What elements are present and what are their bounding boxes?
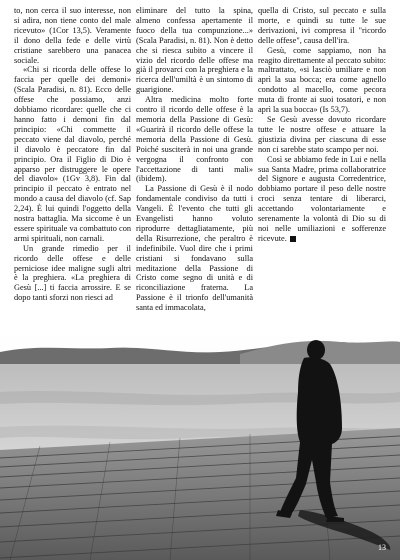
paragraph: «Chi si ricorda delle offese lo faccia per quelle dei demoni» (Scala Paradisi, n. 81). Ecco delle offese che possiamo, anzi dobbiamo ricordare: quelle che ci hanno fatto i demoni fin dal principio: «Chi commette il peccato viene dal diavolo, perché il diavolo è peccatore fin dal principio. Ora il Figlio di Dio è apparso per distruggere le opere del diavolo» (1Gv 3,8). Fin dal principio il peccato è entrato nel mondo a causa del diavolo (cf. Sap 2,24). È lui quindi l'oggetto della nostra battaglia. Ma siccome è un essere spirituale va combattuto con armi spirituali, non carnali. xyxy=(14,65,131,243)
text-column-1 xyxy=(14,6,131,303)
paragraph: Gesù, come sappiamo, non ha reagito direttamente al peccato subito: maltrattato, «si lasciò umiliare e non aprì la sua bocca; era come agnello condotto al macello, come pecora muta di fronte ai suoi tosatori, e non aprì la sua bocca» (Is 53,7). xyxy=(258,45,386,115)
paragraph: to, non cerca il suo interesse, non si adira, non tiene conto del male ricevuto» (1Cor 13,5). Veramente il dono della fede e delle virtù cristiane sarebbero una panacea sociale. xyxy=(14,6,131,65)
paragraph: Se Gesù avesse dovuto ricordare tutte le nostre offese e attuare la giustizia divina per ciascuna di esse non ci sarebbe stato scampo per noi. xyxy=(258,114,386,154)
text-column-3 xyxy=(258,6,386,244)
paragraph: eliminare del tutto la spina, almeno confessa apertamente il fuoco della tua compunzione...» (Scala Paradisi, n. 81). Non è detto che si riesca subito a vincere il vizio del ricordo delle offese ma già il provarci con la preghiera e la ricerca dell'umiltà è un sintomo di guarigione. xyxy=(136,6,253,95)
paragraph: Un grande rimedio per il ricordo delle offese e delle perniciose idee maligne sugli altri è la preghiera. «La preghiera di Gesù [...] ti faccia arrossire. E se dopo tanti sforzi non riesci ad xyxy=(14,243,131,303)
paragraph: La Passione di Gesù è il nodo fondamentale condiviso da tutti i Vangeli. È l'evento che tutti gli Evangelisti hanno voluto riprodurre dettagliatamente, più della Risurrezione, che peraltro è indefinibile. Vuol dire che i primi cristiani si fondavano sulla meditazione della Passione di Cristo come segno di unità e di riconciliazione fraterna. La Passione è il trionfo dell'umanità santa ed immacolata, xyxy=(136,184,253,313)
paragraph xyxy=(258,155,386,244)
paragraph: Altra medicina molto forte contro il ricordo delle offese è la memoria della Passione di Gesù: «Guarirà il ricordo delle offese la memoria della Passione di Gesù. Poiché susciterà in noi una grande vergogna il confronto con l'accettazione di tanti mali» (ibidem). xyxy=(136,95,253,184)
paragraph-text: Così se abbiamo fede in Lui e nella sua Santa Madre, prima collaboratrice del Signore e augusta Corredentrice, dobbiamo portare il peso delle nostre croci senza tentare di liberarci, accettando volontariamente e serenamente la volontà di Dio su di noi nelle umiliazioni e sofferenze ricevute. xyxy=(258,154,386,243)
page-number: 13 xyxy=(378,543,386,552)
paragraph: quella di Cristo, sul peccato e sulla morte, e quindi su tutte le sue derivazioni, ivi compresa il "ricordo delle offese", causa dell'ira. xyxy=(258,6,386,45)
beach-boardwalk-photo xyxy=(0,332,400,560)
text-column-2 xyxy=(136,6,253,313)
end-of-article-mark xyxy=(290,236,296,242)
